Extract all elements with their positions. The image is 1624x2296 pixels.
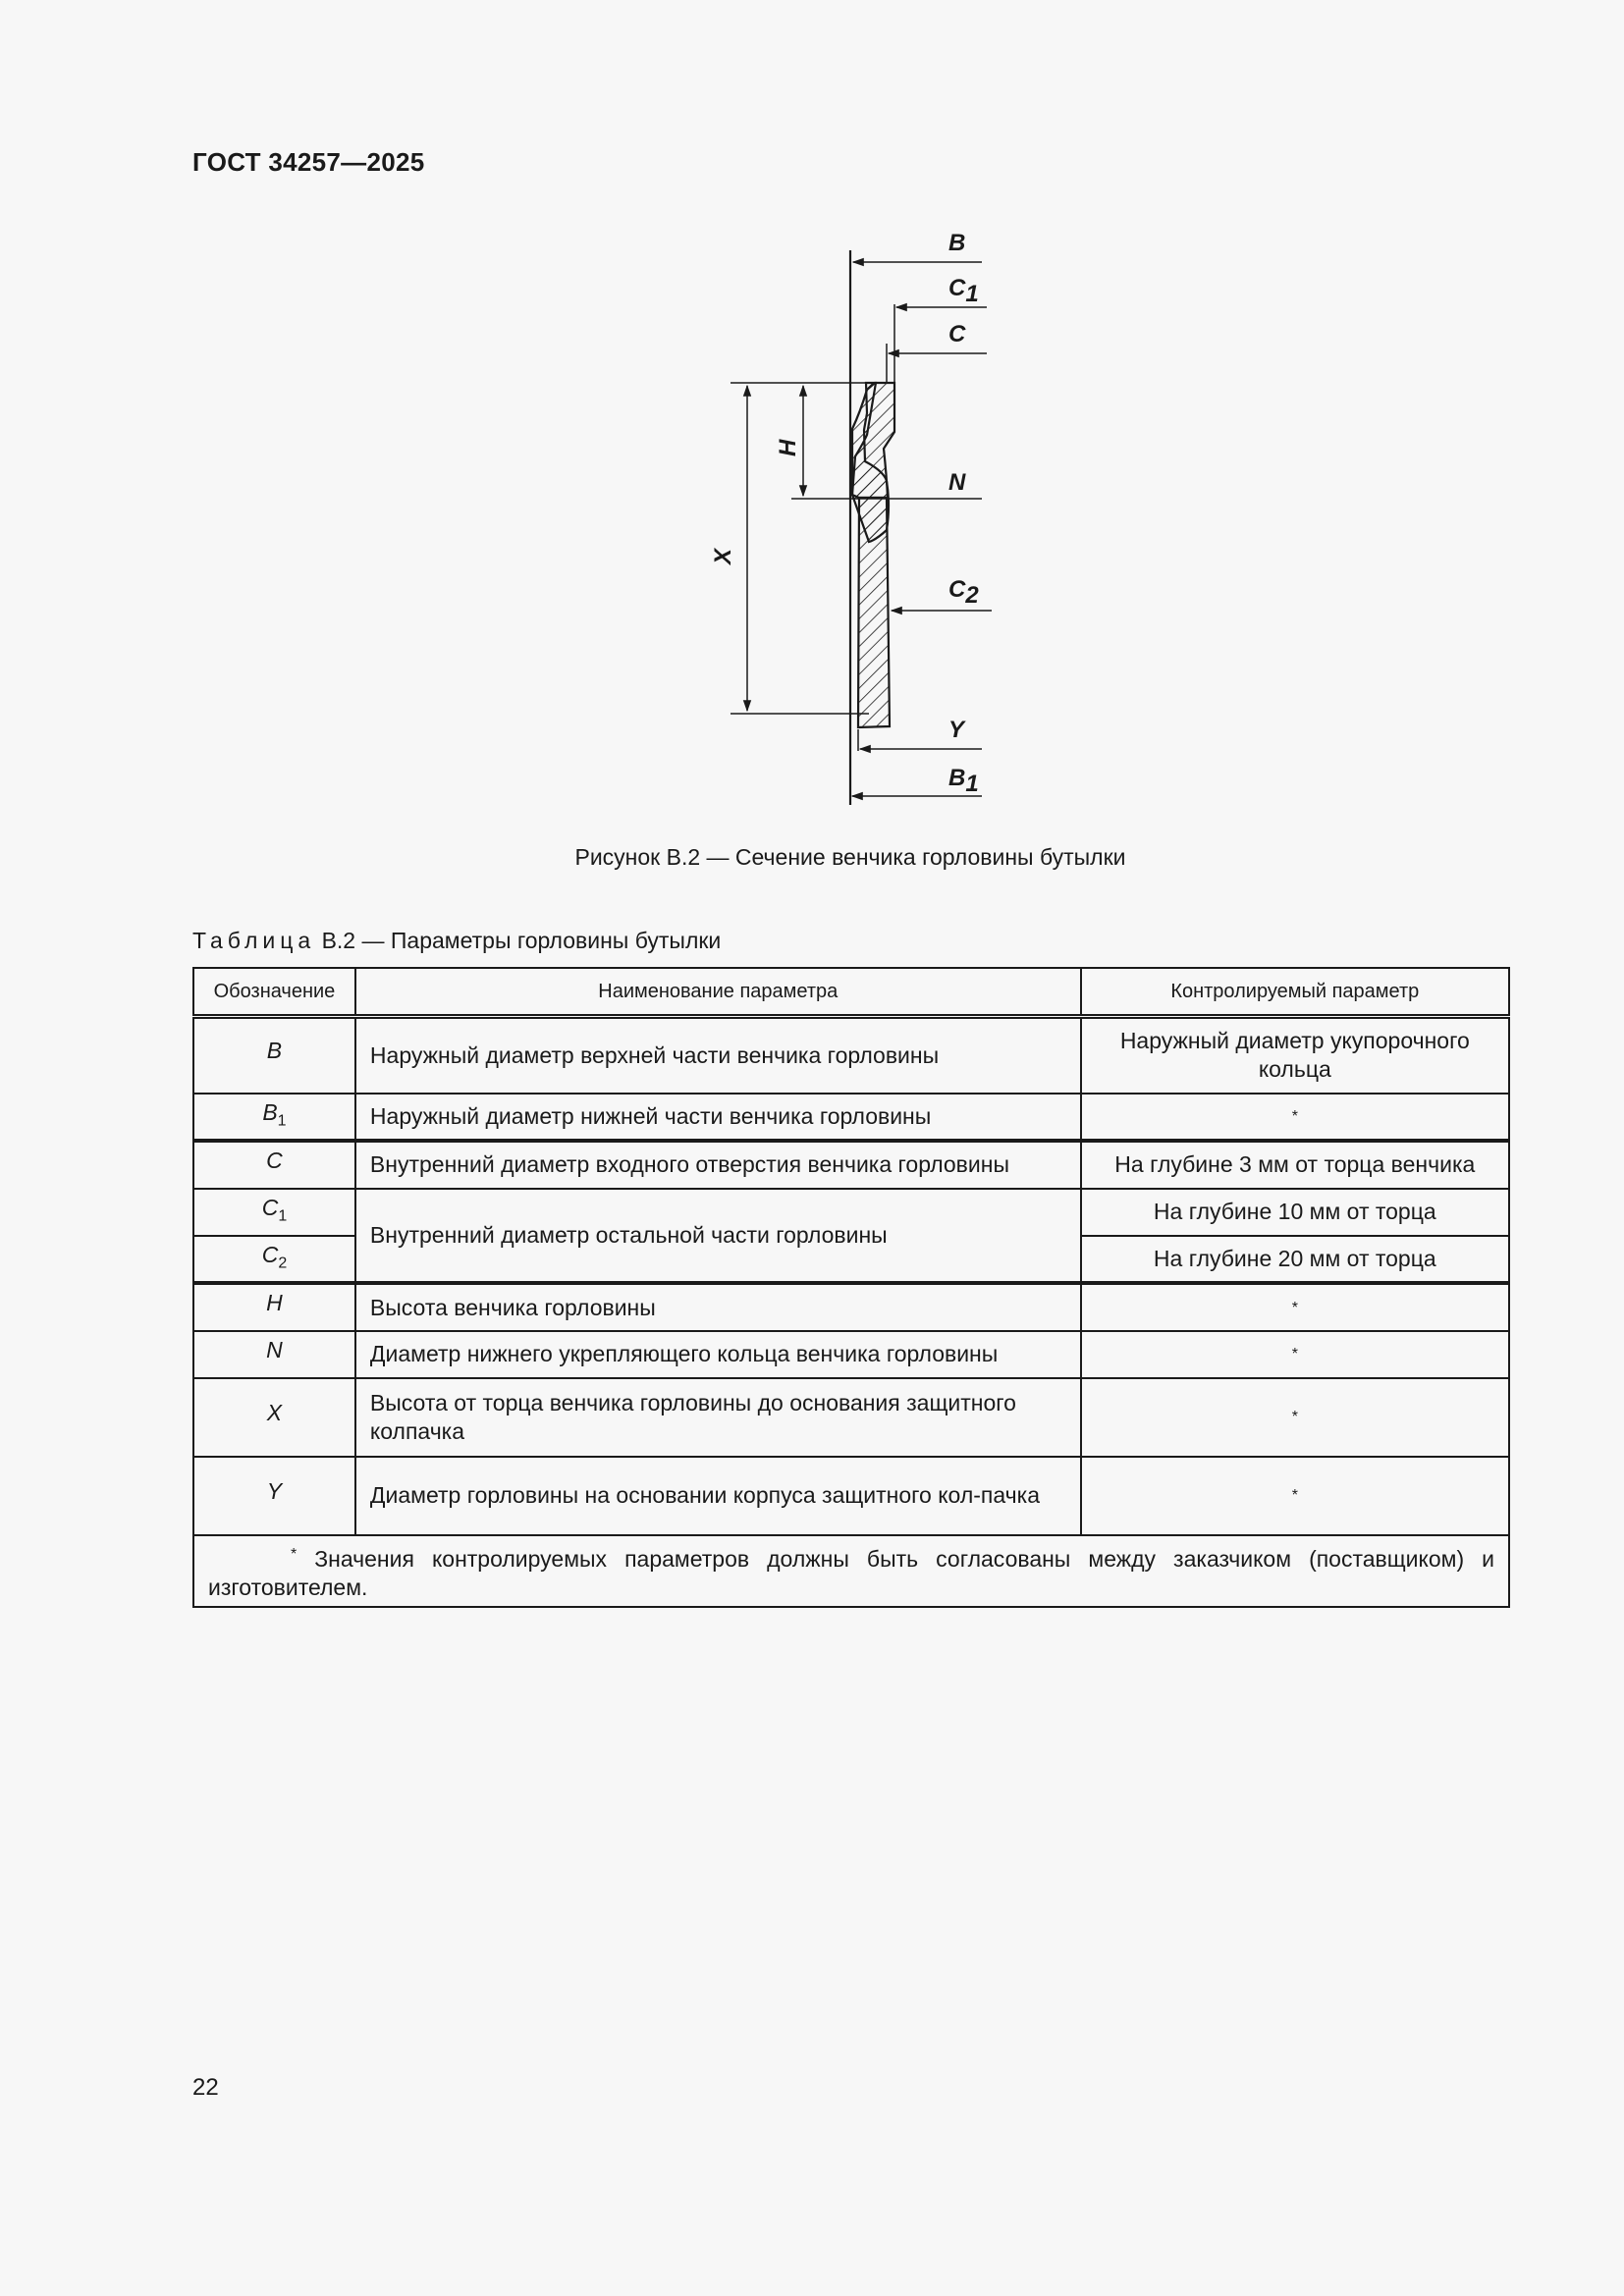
- table-header-row: [193, 968, 1509, 1017]
- row-symbol: X: [193, 1378, 355, 1457]
- label-C1: C1: [948, 275, 979, 307]
- label-N: N: [948, 469, 966, 496]
- row-symbol: H: [193, 1283, 355, 1331]
- table-title-word: Таблица: [192, 928, 316, 953]
- parameters-table: [192, 967, 1510, 1608]
- row-control: *: [1081, 1094, 1509, 1142]
- row-name: Высота от торца венчика горловины до основания защитного колпачка: [355, 1378, 1081, 1457]
- row-control: Наружный диаметр укупорочного кольца: [1081, 1017, 1509, 1094]
- row-symbol: B: [193, 1017, 355, 1094]
- table-row: [193, 1283, 1509, 1331]
- footnote-text: Значения контролируемых параметров должны быть согласованы между заказчиком (поставщиком) и изготовителем.: [208, 1545, 1494, 1600]
- page-number: 22: [192, 2074, 219, 2101]
- row-control: На глубине 20 мм от торца: [1081, 1236, 1509, 1284]
- row-control: *: [1081, 1378, 1509, 1457]
- label-C2: C2: [948, 576, 979, 609]
- table-row: [193, 1017, 1509, 1094]
- label-H: H: [775, 439, 801, 456]
- table-row: [193, 1189, 1509, 1236]
- row-control: *: [1081, 1283, 1509, 1331]
- row-name: Внутренний диаметр остальной части горловины: [355, 1189, 1081, 1284]
- header-parameter-name: Наименование параметра: [355, 968, 1081, 1017]
- row-name: Наружный диаметр верхней части венчика горловины: [355, 1017, 1081, 1094]
- header-controlled-parameter: Контролируемый параметр: [1081, 968, 1509, 1017]
- row-symbol: C: [193, 1141, 355, 1189]
- label-B1: B1: [948, 765, 979, 797]
- row-control: *: [1081, 1457, 1509, 1535]
- table-title: [192, 928, 721, 954]
- label-C: C: [948, 321, 966, 347]
- label-Y: Y: [948, 717, 965, 743]
- table-row: [193, 1094, 1509, 1142]
- table-footnote: [193, 1535, 1509, 1607]
- row-name: Диаметр горловины на основании корпуса защитного кол-пачка: [355, 1457, 1081, 1535]
- neck-section-drawing: [687, 221, 1021, 815]
- table-row: [193, 1457, 1509, 1535]
- row-name: Высота венчика горловины: [355, 1283, 1081, 1331]
- row-symbol: Y: [193, 1457, 355, 1535]
- label-B: B: [948, 230, 966, 256]
- figure-caption: Рисунок В.2 — Сечение венчика горловины бутылки: [574, 844, 1126, 870]
- row-control: На глубине 10 мм от торца: [1081, 1189, 1509, 1236]
- row-name: Диаметр нижнего укрепляющего кольца венчика горловины: [355, 1331, 1081, 1378]
- table-row: [193, 1331, 1509, 1378]
- document-header: ГОСТ 34257—2025: [192, 147, 425, 177]
- row-symbol: $C_2$: [193, 1236, 355, 1284]
- label-X: X: [710, 548, 736, 564]
- section-lip-shape: [852, 383, 894, 498]
- table-title-text: В.2 — Параметры горловины бутылки: [315, 928, 722, 953]
- neck-section-figure: [687, 221, 1021, 815]
- footnote-mark: *: [291, 1545, 298, 1563]
- table-row: [193, 1378, 1509, 1457]
- row-symbol: $C_1$: [193, 1189, 355, 1236]
- table-row: [193, 1141, 1509, 1189]
- row-name: Наружный диаметр нижней части венчика горловины: [355, 1094, 1081, 1142]
- row-control: *: [1081, 1331, 1509, 1378]
- row-symbol: N: [193, 1331, 355, 1378]
- row-name: Внутренний диаметр входного отверстия венчика горловины: [355, 1141, 1081, 1189]
- header-designation: Обозначение: [193, 968, 355, 1017]
- table-footnote-row: [193, 1535, 1509, 1607]
- row-symbol: $B_1$: [193, 1094, 355, 1142]
- row-control: На глубине 3 мм от торца венчика: [1081, 1141, 1509, 1189]
- section-lower-shape: [858, 498, 890, 727]
